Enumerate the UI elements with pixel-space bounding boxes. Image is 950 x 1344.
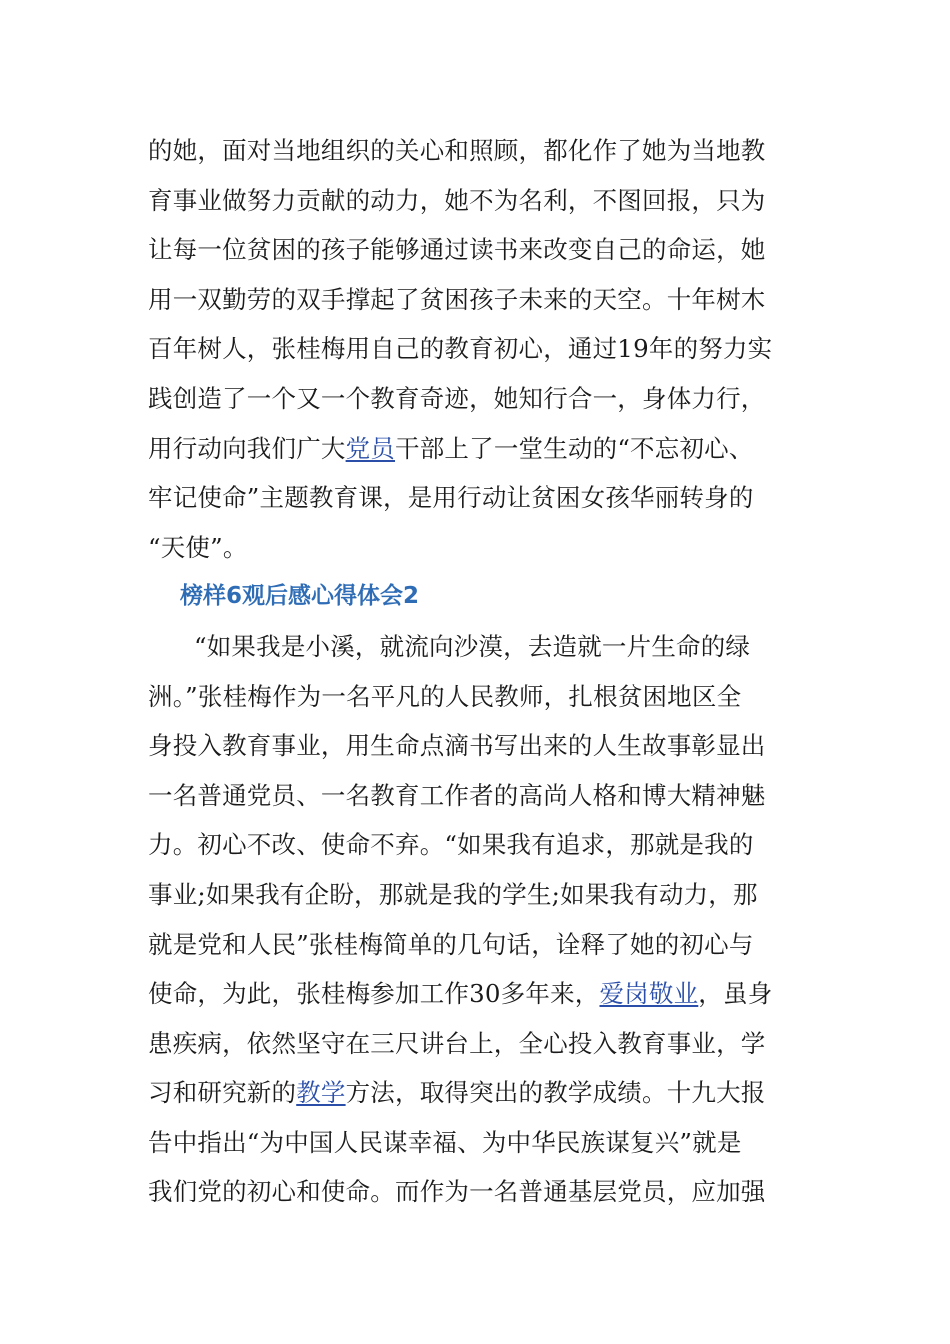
text-line bbox=[148, 969, 798, 1019]
text-line: 我们党的初心和使命。而作为一名普通基层党员，应加强 bbox=[148, 1177, 766, 1207]
paragraph-1 bbox=[148, 126, 798, 572]
text-line: 让每一位贫困的孩子能够通过读书来改变自己的命运，她 bbox=[148, 235, 766, 265]
teaching-link[interactable]: 教学 bbox=[296, 1078, 346, 1108]
text-line: 就是党和人民”张桂梅简单的几句话，诠释了她的初心与 bbox=[148, 929, 754, 959]
text-line: 一名普通党员、一名教育工作者的高尚人格和博大精神魅 bbox=[148, 780, 766, 810]
text-line: 百年树人，张桂梅用自己的教育初心，通过19年的努力实 bbox=[148, 334, 773, 364]
text-line: 牢记使命”主题教育课，是用行动让贫困女孩华丽转身的 bbox=[148, 483, 754, 513]
text-line: “如果我是小溪，就流向沙漠，去造就一片生命的绿 bbox=[194, 631, 751, 661]
text-segment: 用行动向我们广大 bbox=[148, 433, 346, 463]
paragraph-2 bbox=[148, 622, 798, 1217]
text-line: “天使”。 bbox=[148, 532, 248, 562]
text-line: 洲。”张桂梅作为一名平凡的人民教师，扎根贫困地区全 bbox=[148, 681, 742, 711]
dedication-link[interactable]: 爱岗敬业 bbox=[599, 979, 699, 1009]
text-line: 践创造了一个又一个教育奇迹，她知行合一，身体力行， bbox=[148, 383, 766, 413]
text-line bbox=[148, 424, 798, 474]
text-line bbox=[148, 1068, 798, 1118]
text-line: 身投入教育事业，用生命点滴书写出来的人生故事彰显出 bbox=[148, 731, 766, 761]
party-member-link[interactable]: 党员 bbox=[345, 433, 396, 463]
text-line: 育事业做努力贡献的动力，她不为名利，不图回报，只为 bbox=[148, 185, 766, 215]
text-segment: 方法，取得突出的教学成绩。十九大报 bbox=[345, 1078, 766, 1108]
text-segment: 习和研究新的 bbox=[148, 1078, 297, 1108]
text-segment: 使命，为此，张桂梅参加工作30多年来， bbox=[148, 979, 600, 1009]
text-segment: 干部上了一堂生动的“不忘初心、 bbox=[395, 433, 754, 463]
text-line: 告中指出“为中国人民谋幸福、为中华民族谋复兴”就是 bbox=[148, 1127, 742, 1157]
text-segment: ，虽身 bbox=[698, 979, 773, 1009]
text-line: 事业;如果我有企盼，那就是我的学生;如果我有动力，那 bbox=[148, 879, 758, 909]
section-heading: 榜样6观后感心得体会2 bbox=[180, 583, 420, 610]
document-page bbox=[148, 126, 798, 1217]
text-line: 用一双勤劳的双手撑起了贫困孩子未来的天空。十年树木 bbox=[148, 284, 766, 314]
text-line: 的她，面对当地组织的关心和照顾，都化作了她为当地教 bbox=[148, 136, 766, 165]
text-line: 患疾病，依然坚守在三尺讲台上，全心投入教育事业，学 bbox=[148, 1028, 766, 1058]
text-line: 力。初心不改、使命不弃。“如果我有追求，那就是我的 bbox=[148, 830, 754, 860]
